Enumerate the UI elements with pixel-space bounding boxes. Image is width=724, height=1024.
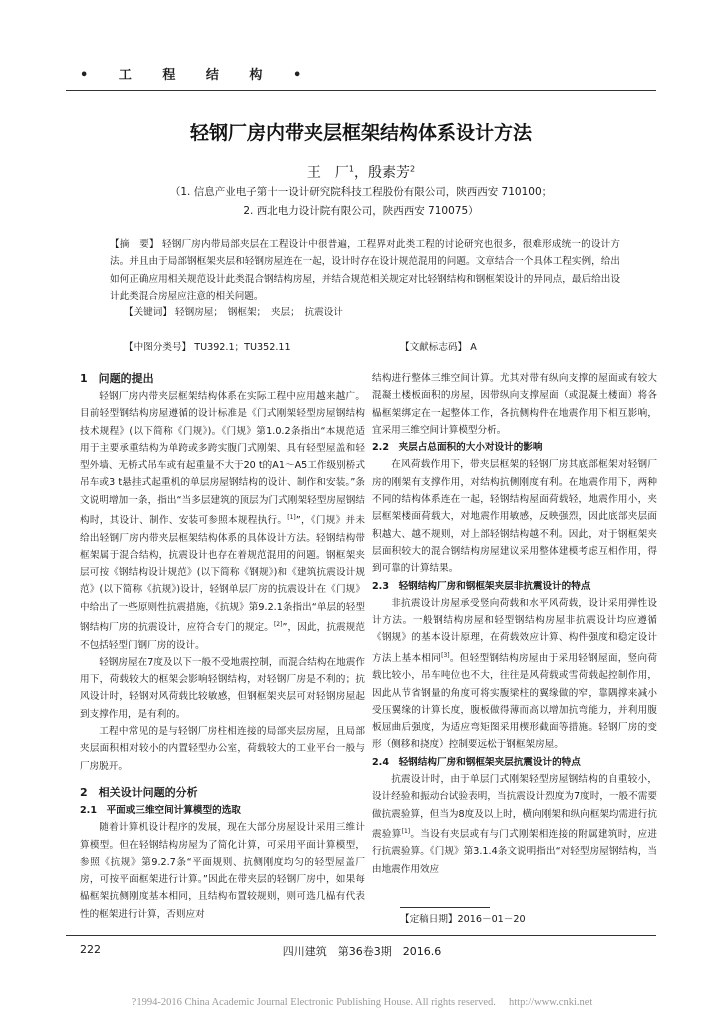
paragraph: 在风荷载作用下，带夹层框架的轻钢厂房其底部框架对轻钢厂房的刚架有支撑作用，对结构抗侧刚度有利。在地震作用下，两种不同的结构体系连在一起，轻钢结构屋面荷载轻，地震作用小，夹层框架楼面荷载大，对地震作用敏感，反映强烈，因此底部夹层面积越大、越不规则，对上部轻钢结构越不利。因此，对于钢框架夹层面积较大的混合钢结构房屋建议采用整体建模考虑互相作用，得到可靠的计算结果。 — [372, 459, 657, 575]
copyright-notice: ?1994-2016 China Academic Journal Electronic Publishing House. All rights reserved. http://www.cnki.net — [131, 997, 593, 1008]
header-rule — [66, 90, 656, 91]
citation: [1] — [287, 514, 296, 522]
subsection-heading: 2.2 夹层占总面积的大小对设计的影响 — [372, 442, 543, 454]
footer-rule — [66, 935, 656, 936]
article-title: 轻钢厂房内带夹层框架结构体系设计方法 — [189, 122, 532, 144]
paragraph: 随着计算机设计程序的发展，现在大部分房屋设计采用三维计算模型。但在轻钢结构房屋为了简化计算，可采用平面计算模型，参照《抗规》第9.2.7条“平面规则、抗侧刚度均匀的轻型屋盖厂房，可按平面框架进行计算。”因此在带夹层的轻钢厂房中，如果每榀框架抗侧刚度基本相同，且结构布置较规则，则可选几榀有代表性的框架进行计算，否则应对 — [80, 822, 365, 920]
document-code: 【文献标志码】 A — [400, 342, 477, 353]
article-authors — [66, 162, 656, 182]
page-number: 222 — [80, 943, 101, 956]
subsection-heading: 2.3 轻钢结构厂房和钢框架夹层非抗震设计的特点 — [372, 580, 591, 592]
affiliation-1: （1. 信息产业电子第十一设计研究院科技工程股份有限公司，陕西西安 710100； — [169, 186, 553, 198]
journal-info: 四川建筑 第36卷3期 2016.6 — [282, 945, 442, 958]
citation: [3] — [441, 651, 450, 659]
left-column — [80, 370, 365, 923]
paragraph: 非抗震设计房屋承受竖向荷载和水平风荷载，设计采用弹性设计方法。一般钢结构房屋和轻型钢结构房屋非抗震设计均应遵循《钢规》的基本设计原理，在荷载效应计算、构件强度和稳定设计方法上基本相同[3]。但轻型钢结构房屋由于采用轻钢屋面，竖向荷载比较小，吊车吨位也不大，往往是风荷载或雪荷载起控制作用，因此从节省钢量的角度可将实腹梁柱的翼缘做的窄，靠隅撑来减小受压翼缘的计算长度，腹板做得薄而高以增加抗弯能力，并利用腹板屈曲后强度，为适应弯矩图采用楔形截面等措施。轻钢厂房的变形（侧移和挠度）控制要远松于钢框架房屋。 — [372, 597, 657, 751]
paragraph: 轻钢房屋在7度及以下一般不受地震控制，而混合结构在地震作用下，荷载较大的框架会影响轻钢结构，对轻钢厂房是不利的；抗风设计时，轻钢对风荷载比较敏感，但钢框架夹层可对轻钢房屋起到支撑作用，是有利的。 — [80, 656, 365, 720]
footnote-rule — [400, 907, 490, 908]
subsection-heading: 2.4 轻钢结构厂房和钢框架夹层抗震设计的特点 — [372, 756, 581, 768]
section-heading: 2 相关设计问题的分析 — [80, 785, 198, 799]
paragraph: 工程中常见的是与轻钢厂房柱相连接的局部夹层房屋，且局部夹层面积相对较小的内置轻型办公室，荷载较大的工业平台一般与厂房脱开。 — [80, 726, 365, 772]
right-column — [372, 370, 657, 878]
paragraph: 结构进行整体三维空间计算。尤其对带有纵向支撑的屋面或有较大混凝土楼板面积的房屋，因带纵向支撑屋面（或混凝土楼面）将各榀框架绑定在一起整体工作，各抗侧构件在地震作用下相互影响，宜采用三维空间计算模型分析。 — [372, 373, 657, 436]
citation: [2] — [273, 621, 283, 629]
paragraph: 抗震设计时，由于单层门式刚架轻型房屋钢结构的自重较小，设计经验和振动台试验表明，当抗震设计烈度为7度时，一般不需要做抗震验算，但当为8度及以上时，横向刚架和纵向框架均需进行抗震验算[1]。当设有夹层或有与门式刚架相连接的附属建筑时，应进行抗震验算。《门规》第3.1.4条文说明指出“对轻型房屋钢结构，当由地震作用效应 — [372, 774, 657, 875]
section-tag: • 工 程 结 构 • — [80, 68, 315, 83]
keywords: 【关键词】 轻钢房屋； 钢框架； 夹层； 抗震设计 — [124, 307, 343, 318]
citation: [1] — [401, 827, 411, 835]
author-1-affil-mark: 1 — [348, 164, 354, 174]
abstract: 【摘 要】 轻钢厂房内带局部夹层在工程设计中很普遍，工程界对此类工程的讨论研究也很多，很难形成统一的设计方法。并且由于局部钢框架夹层和轻钢房屋连在一起，设计时存在设计规范混用的问题。文章结合一个具体工程实例，给出如何正确应用相关规范设计此类混合钢结构房屋，并结合规范相关规定对比轻钢结构和钢框架设计的异同点，最后给出设计此类混合房屋应注意的相关问题。 — [110, 239, 620, 302]
received-date: 【定稿日期】2016－01－20 — [400, 914, 526, 925]
author-2-affil-mark: 2 — [410, 164, 416, 174]
author-1: 王 厂 — [306, 165, 349, 181]
clc-number: 【中图分类号】 TU392.1；TU352.11 — [124, 342, 291, 353]
subsection-heading: 2.1 平面或三维空间计算模型的选取 — [80, 804, 241, 816]
author-2: ，殷素芳 — [354, 165, 410, 181]
affiliation-2: 2. 西北电力设计院有限公司，陕西西安 710075） — [243, 205, 479, 217]
section-heading: 1 问题的提出 — [80, 372, 154, 385]
paragraph: 轻钢厂房内带夹层框架结构体系在实际工程中应用越来越广。目前轻型钢结构房屋遵循的设计标准是《门式刚架轻型房屋钢结构技术规程》(以下简称《门规》)。《门规》第1.0.2条指出“本规范适用于主要承重结构为单跨或多跨实腹门式刚架、具有轻型屋盖和轻型外墙、无桥式吊车或有起重量不大于20 t的A1～A5工作级别桥式吊车或3 t悬挂式起重机的单层房屋钢结构的设计、制作和安装。”条文说明增加一条，指出“当多层建筑的顶层为门式刚架轻型房屋钢结构时，其设计、制作、安装可参照本规程执行。[1]”，《门规》并未给出轻钢厂房内带夹层框架结构体系的具体设计方法。轻钢结构带框架属于混合结构，抗震设计也存在着规范混用的问题。钢框架夹层可按《钢结构设计规范》(以下简称《钢规》)和《建筑抗震设计规范》(以下简称《抗规》)设计，轻钢单层厂房的抗震设计在《门规》中给出了一些原则性抗震措施，《抗规》第9.2.1条指出“单层的轻型钢结构厂房的抗震设计，应符合专门的规定。[2]”，因此，抗震规范不包括轻型门钢厂房的设计。 — [80, 391, 366, 651]
